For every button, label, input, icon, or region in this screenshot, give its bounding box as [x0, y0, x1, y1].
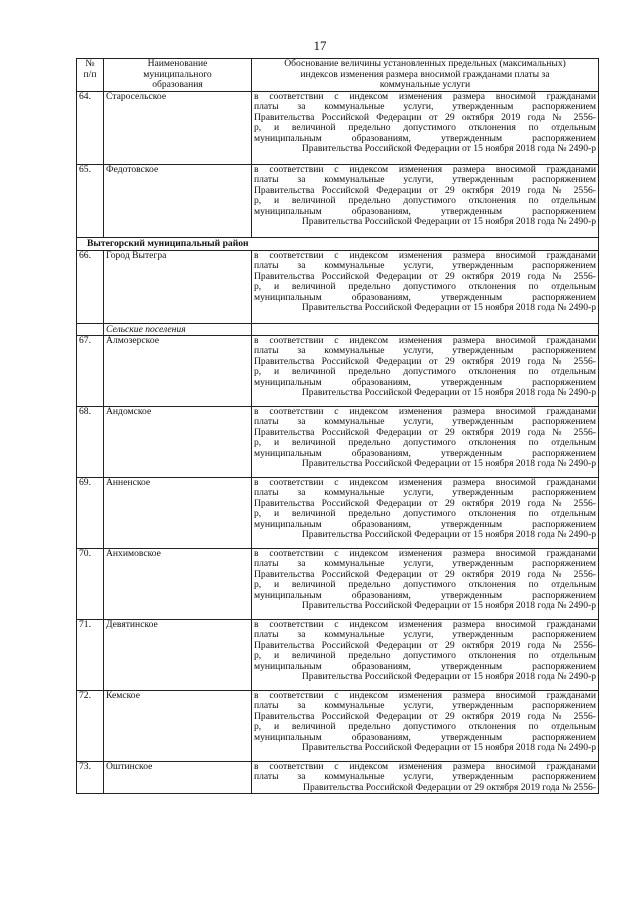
empty-cell: [77, 323, 104, 335]
reason-line: муниципальным образованиям, утвержденным распоряжением: [254, 377, 596, 388]
reason-line: муниципальным образованиям, утвержденным распоряжением: [254, 590, 596, 601]
reason-line: в соответствии с индексом изменения размера вносимой гражданами: [254, 761, 596, 772]
table-header-row: [77, 59, 599, 92]
reason-cell: [252, 548, 599, 619]
table-row: [77, 91, 599, 164]
table-row: [77, 164, 599, 237]
reason-line: муниципальным образованиям, утвержденным распоряжением: [254, 133, 596, 144]
reason-line: р, и величиной предельно допустимого отклонения по отдельным: [254, 651, 596, 662]
table-row: [77, 335, 599, 406]
reason-line: р, и величиной предельно допустимого отклонения по отдельным: [254, 580, 596, 591]
header-name-text: Наименование муниципального образования: [143, 58, 212, 90]
reason-line: Правительства Российской Федерации от 29 октября 2019 года № 2556-: [254, 185, 596, 196]
row-number: 66.: [77, 250, 104, 323]
reason-line: Правительства Российской Федерации от 15 ноября 2018 года № 2490-р: [301, 601, 596, 612]
reason-line: муниципальным образованиям, утвержденным распоряжением: [254, 292, 596, 303]
reason-line: в соответствии с индексом изменения размера вносимой гражданами: [254, 406, 596, 417]
reason-line: Правительства Российской Федерации от 15 ноября 2018 года № 2490-р: [301, 530, 596, 541]
reason-line: Правительства Российской Федерации от 29 октября 2019 года № 2556-: [303, 782, 596, 793]
reason-line: в соответствии с индексом изменения размера вносимой гражданами: [254, 91, 596, 102]
reason-cell: [252, 250, 599, 323]
reason-line: р, и величиной предельно допустимого отклонения по отдельным: [254, 123, 596, 134]
reason-line: платы за коммунальные услуги, утвержденным распоряжением: [254, 772, 596, 783]
reason-line: в соответствии с индексом изменения размера вносимой гражданами: [254, 477, 596, 488]
table-row: [77, 690, 599, 761]
reason-cell: [252, 164, 599, 237]
reason-line: р, и величиной предельно допустимого отклонения по отдельным: [254, 438, 596, 449]
reason-line: р, и величиной предельно допустимого отклонения по отдельным: [254, 196, 596, 207]
table-row: [77, 619, 599, 690]
reason-cell: [252, 477, 599, 548]
header-num-text: № п/п: [83, 58, 97, 80]
reason-line: платы за коммунальные услуги, утвержденным распоряжением: [254, 630, 596, 641]
reason-cell: [252, 619, 599, 690]
header-name: [104, 59, 252, 92]
row-number: 73.: [77, 761, 104, 794]
reason-line: платы за коммунальные услуги, утвержденным распоряжением: [254, 488, 596, 499]
reason-cell: [252, 690, 599, 761]
reason-line: р, и величиной предельно допустимого отклонения по отдельным: [254, 367, 596, 378]
reason-line: Правительства Российской Федерации от 15 ноября 2018 года № 2490-р: [301, 217, 596, 228]
row-number: 67.: [77, 335, 104, 406]
reason-line: в соответствии с индексом изменения размера вносимой гражданами: [254, 619, 596, 630]
reason-line: Правительства Российской Федерации от 15 ноября 2018 года № 2490-р: [301, 388, 596, 399]
municipality-name: Алмозерское: [104, 335, 252, 406]
reason-cell: [252, 406, 599, 477]
reason-line: в соответствии с индексом изменения размера вносимой гражданами: [254, 164, 596, 175]
municipality-name: Старосельское: [104, 91, 252, 164]
reason-line: муниципальным образованиям, утвержденным распоряжением: [254, 206, 596, 217]
reason-line: платы за коммунальные услуги, утвержденным распоряжением: [254, 701, 596, 712]
reason-line: платы за коммунальные услуги, утвержденным распоряжением: [254, 102, 596, 113]
reason-line: платы за коммунальные услуги, утвержденным распоряжением: [254, 559, 596, 570]
reason-line: в соответствии с индексом изменения размера вносимой гражданами: [254, 250, 596, 261]
reason-line: в соответствии с индексом изменения размера вносимой гражданами: [254, 548, 596, 559]
municipality-name: Анхимовское: [104, 548, 252, 619]
row-number: 68.: [77, 406, 104, 477]
reason-line: Правительства Российской Федерации от 29 октября 2019 года № 2556-: [254, 569, 596, 580]
row-number: 71.: [77, 619, 104, 690]
reason-line: платы за коммунальные услуги, утвержденным распоряжением: [254, 417, 596, 428]
table-row: [77, 477, 599, 548]
reason-cell: [252, 335, 599, 406]
reason-line: Правительства Российской Федерации от 29 октября 2019 года № 2556-: [254, 711, 596, 722]
subheading-label: Сельские поселения: [104, 323, 252, 335]
reason-line: Правительства Российской Федерации от 29 октября 2019 года № 2556-: [254, 427, 596, 438]
reason-line: Правительства Российской Федерации от 29 октября 2019 года № 2556-: [254, 112, 596, 123]
empty-cell: [252, 323, 599, 335]
municipality-name: Оштинское: [104, 761, 252, 794]
reason-line: р, и величиной предельно допустимого отклонения по отдельным: [254, 282, 596, 293]
reason-line: Правительства Российской Федерации от 15 ноября 2018 года № 2490-р: [301, 303, 596, 314]
row-number: 72.: [77, 690, 104, 761]
reason-line: муниципальным образованиям, утвержденным распоряжением: [254, 732, 596, 743]
municipal-index-table: [76, 58, 599, 794]
row-number: 70.: [77, 548, 104, 619]
row-number: 65.: [77, 164, 104, 237]
reason-line: в соответствии с индексом изменения размера вносимой гражданами: [254, 690, 596, 701]
reason-line: муниципальным образованиям, утвержденным распоряжением: [254, 661, 596, 672]
reason-line: муниципальным образованиям, утвержденным распоряжением: [254, 519, 596, 530]
reason-line: Правительства Российской Федерации от 29 октября 2019 года № 2556-: [254, 640, 596, 651]
reason-line: платы за коммунальные услуги, утвержденным распоряжением: [254, 261, 596, 272]
row-number: 69.: [77, 477, 104, 548]
reason-cell: [252, 761, 599, 794]
header-num: [77, 59, 104, 92]
municipality-name: Кемское: [104, 690, 252, 761]
municipality-name: Девятинское: [104, 619, 252, 690]
header-reason-text: Обоснование величины установленных предельных (максимальных) индексов изменения размера вносимой гражданами платы за коммунальные услуги: [284, 58, 566, 90]
reason-line: муниципальным образованиям, утвержденным распоряжением: [254, 448, 596, 459]
table-row: [77, 250, 599, 323]
reason-line: Правительства Российской Федерации от 29 октября 2019 года № 2556-: [254, 498, 596, 509]
table-row: [77, 548, 599, 619]
region-title: Вытегорский муниципальный район: [77, 237, 599, 250]
reason-line: Правительства Российской Федерации от 29 октября 2019 года № 2556-: [254, 271, 596, 282]
reason-line: Правительства Российской Федерации от 15 ноября 2018 года № 2490-р: [301, 459, 596, 470]
table-row: [77, 761, 599, 794]
subheading-row: [77, 323, 599, 335]
header-reason: [252, 59, 599, 92]
reason-line: платы за коммунальные услуги, утвержденным распоряжением: [254, 175, 596, 186]
reason-cell: [252, 91, 599, 164]
reason-line: в соответствии с индексом изменения размера вносимой гражданами: [254, 335, 596, 346]
region-row: [77, 237, 599, 250]
municipality-name: Андомское: [104, 406, 252, 477]
municipality-name: Город Вытегра: [104, 250, 252, 323]
row-number: 64.: [77, 91, 104, 164]
reason-line: р, и величиной предельно допустимого отклонения по отдельным: [254, 509, 596, 520]
municipality-name: Федотовское: [104, 164, 252, 237]
municipality-name: Анненское: [104, 477, 252, 548]
reason-line: Правительства Российской Федерации от 29 октября 2019 года № 2556-: [254, 356, 596, 367]
reason-line: Правительства Российской Федерации от 15 ноября 2018 года № 2490-р: [301, 743, 596, 754]
reason-line: р, и величиной предельно допустимого отклонения по отдельным: [254, 722, 596, 733]
reason-line: Правительства Российской Федерации от 15 ноября 2018 года № 2490-р: [301, 672, 596, 683]
reason-line: платы за коммунальные услуги, утвержденным распоряжением: [254, 346, 596, 357]
page-number: 17: [313, 38, 327, 53]
reason-line: Правительства Российской Федерации от 15 ноября 2018 года № 2490-р: [301, 144, 596, 155]
table-row: [77, 406, 599, 477]
